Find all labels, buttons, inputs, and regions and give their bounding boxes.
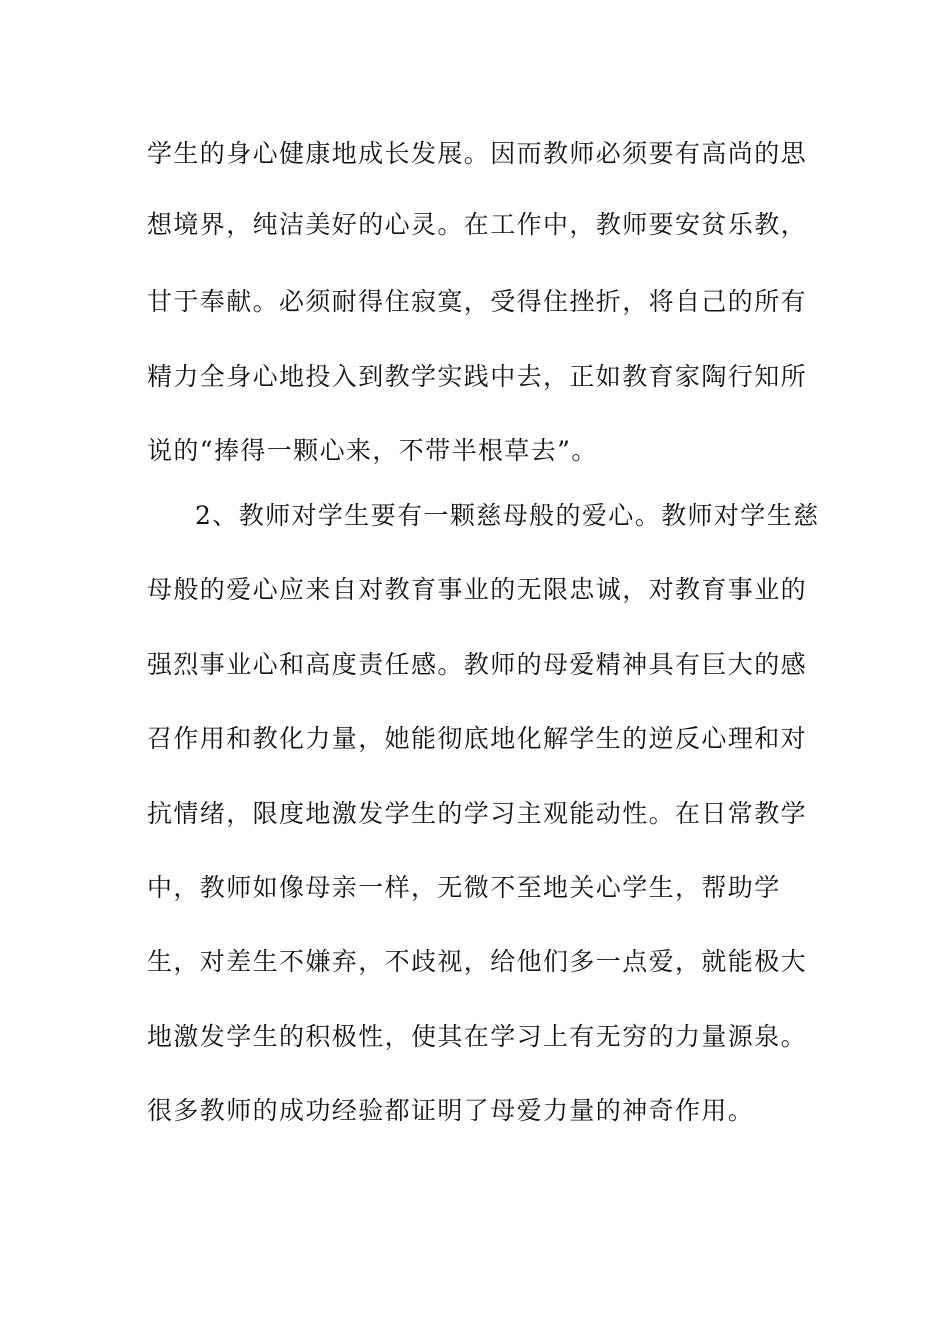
text-line: 强烈事业心和高度责任感。教师的母爱精神具有巨大的感 [147, 650, 808, 679]
text-line: 精力全身心地投入到教学实践中去，正如教育家陶行知所 [147, 362, 808, 391]
text-line: 说的“捧得一颗心来，不带半根草去”。 [147, 436, 598, 465]
text-line: 学生的身心健康地成长发展。因而教师必须要有高尚的思 [147, 139, 808, 168]
text-line: 生，对差生不嫌弃，不歧视，给他们多一点爱，就能极大 [147, 947, 808, 976]
text-line: 地激发学生的积极性，使其在学习上有无穷的力量源泉。 [147, 1022, 808, 1051]
text-line: 想境界，纯洁美好的心灵。在工作中，教师要安贫乐教， [147, 210, 808, 239]
text-line: 召作用和教化力量，她能彻底地化解学生的逆反心理和对 [147, 724, 808, 753]
text-line: 中，教师如像母亲一样，无微不至地关心学生，帮助学 [147, 873, 781, 902]
text-line: 母般的爱心应来自对教育事业的无限忠诚，对教育事业的 [147, 575, 808, 604]
text-line: 抗情绪，限度地激发学生的学习主观能动性。在日常教学 [147, 799, 808, 828]
paragraph-heading: 2、教师对学生要有一颗慈母般的爱心。教师对学生慈 [195, 501, 820, 530]
text-line: 很多教师的成功经验都证明了母爱力量的神奇作用。 [147, 1096, 755, 1125]
text-line: 甘于奉献。必须耐得住寂寞，受得住挫折，将自己的所有 [147, 287, 808, 316]
